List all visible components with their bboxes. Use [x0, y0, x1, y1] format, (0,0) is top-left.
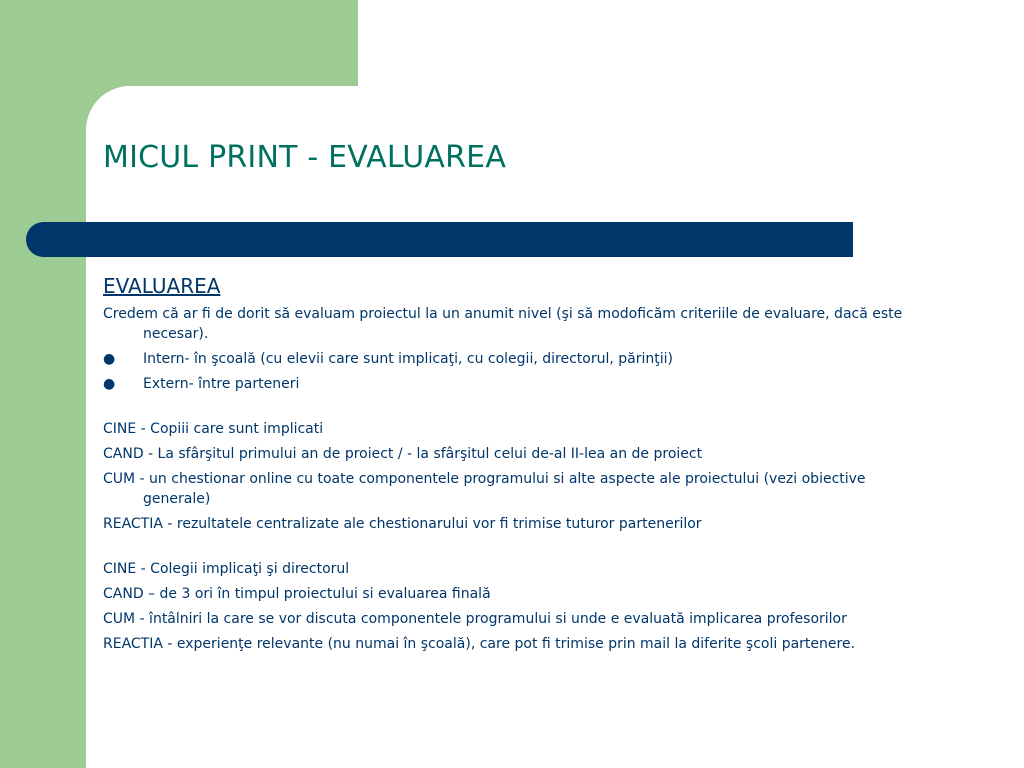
- teachers-reaction: REACTIA - experienţe relevante (nu numai în şcoală), care pot fi trimise prin mail la diferite şcoli partenere.: [103, 636, 856, 652]
- slide-body: [103, 271, 933, 659]
- bullet-dot-icon: ●: [103, 376, 116, 392]
- teachers-how: CUM - întâlniri la care se vor discuta componentele programului si unde e evaluată implicarea profesorilor: [103, 611, 847, 627]
- decorative-blue-bar: [26, 222, 853, 257]
- spacer: [103, 539, 933, 559]
- teachers-when: CAND – de 3 ori în timpul proiectului si evaluarea finală: [103, 586, 491, 602]
- students-how: CUM - un chestionar online cu toate componentele programului si alte aspecte ale proiectului (vezi obiective generale): [103, 471, 866, 507]
- bullet-text: Extern- între parteneri: [143, 376, 300, 392]
- spacer: [103, 399, 933, 419]
- students-reaction: REACTIA - rezultatele centralizate ale chestionarului vor fi trimise tuturor partenerilor: [103, 516, 702, 532]
- bullet-text: Intern- în şcoală (cu elevii care sunt implicaţi, cu colegii, directorul, părinţii): [143, 351, 673, 367]
- slide-title: MICUL PRINT - EVALUAREA: [103, 140, 507, 175]
- students-who: CINE - Copiii care sunt implicati: [103, 421, 324, 437]
- teachers-who: CINE - Colegii implicaţi şi directorul: [103, 561, 350, 577]
- bullet-item: [103, 374, 933, 394]
- students-when: CAND - La sfârşitul primului an de proiect / - la sfârşitul celui de-al II-lea an de proiect: [103, 446, 703, 462]
- bullet-item: [103, 349, 933, 369]
- section-heading: EVALUAREA: [103, 274, 221, 298]
- bullet-dot-icon: ●: [103, 351, 116, 367]
- intro-paragraph: Credem că ar fi de dorit să evaluam proiectul la un anumit nivel (şi să modoficăm criteriile de evaluare, dacă este necesar).: [103, 306, 903, 342]
